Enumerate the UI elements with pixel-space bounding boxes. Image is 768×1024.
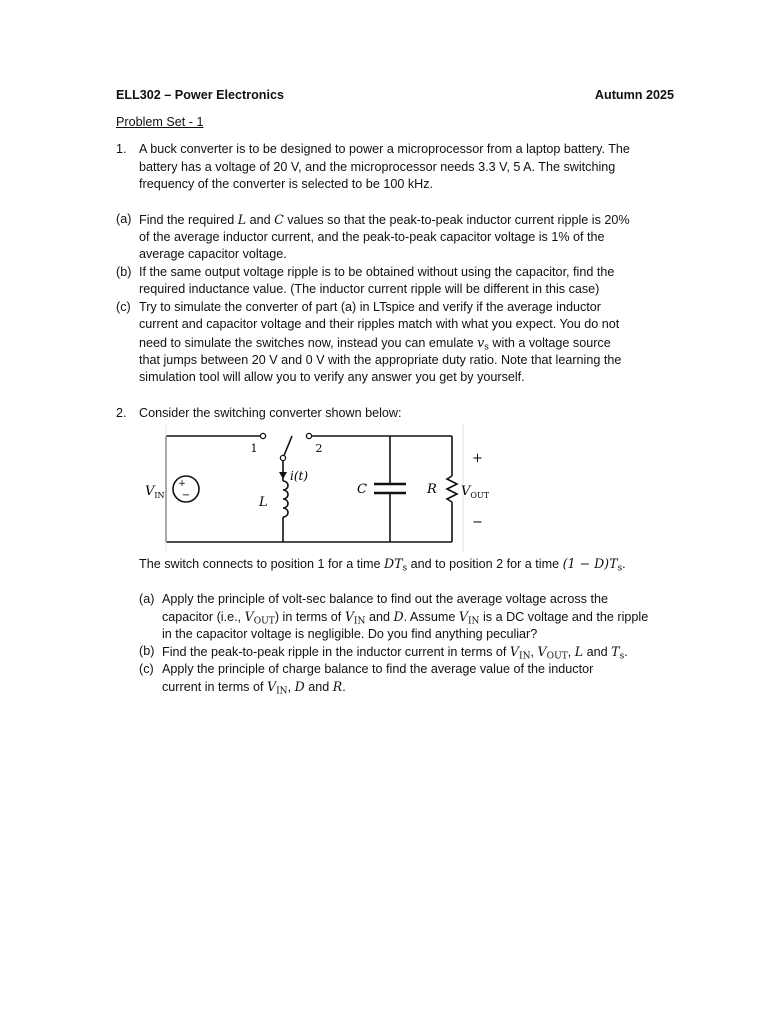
q2-switch-end: . [622,557,626,571]
q1c-l3-pre: need to simulate the switches now, instead you can emulate [139,336,474,350]
q2c-l2-D: D [294,679,305,694]
q2c-l2-pre: current in terms of [162,680,264,694]
q2-switch-line [139,555,626,578]
term: Autumn 2025 [594,88,674,102]
course-title: ELL302 – Power Electronics [116,88,284,102]
label-current: i(t) [290,469,309,483]
q2a-label: (a) [139,592,155,606]
q2-switch-expr: $(1 - D)T_s$ [562,556,623,574]
q1b-line-1: If the same output voltage ripple is to be obtained without using the capacitor, find the [139,265,615,279]
q1c-line-5: simulation tool will allow you to verify any answer you get by yourself. [139,370,525,384]
q2c-l2-vin: $V_{IN}$ [266,679,288,697]
label-minus: − [472,515,483,530]
q1a-line-2: of the average inductor current, and the peak-to-peak capacitor voltage is 1% of the [139,230,605,244]
switch-pivot [280,455,285,460]
q1c-l3-post: with a voltage source [492,336,611,350]
source-minus: − [181,490,191,501]
q2-switch-DT: $DT_s$ [384,556,408,574]
q1b-line-2: required inductance value. (The inductor current ripple will be different in this case) [139,282,600,296]
q1a-l1-post: values so that the peak-to-peak inductor current ripple is 20% [287,213,630,227]
q1-line-1: A buck converter is to be designed to power a microprocessor from a laptop battery. The [139,142,630,156]
q2a-l2-pre: capacitor (i.e., [162,610,242,624]
q2a-l2-vin: $V_{IN}$ [344,609,366,627]
label-plus: + [472,451,483,466]
q2c-label: (c) [139,662,154,676]
q2b-L: L [574,644,584,659]
q1c-line-2: current and capacitor voltage and their ripples match with what you expect. You do not [139,317,620,331]
q2a-line-3: in the capacitor voltage is negligible. Do you find anything peculiar? [162,627,538,641]
q2a-l2-vout: $V_{OUT}$ [244,609,275,627]
current-arrow-icon [279,472,287,479]
q1a-l1-pre: Find the required [139,213,235,227]
inductor-icon [283,481,288,517]
q2a-l2-post1: . Assume [403,610,456,624]
q2b-vin: $V_{IN}$ [509,644,531,662]
q2c-l2-comma: , [287,680,292,694]
q1a-line-3: average capacitor voltage. [139,247,287,261]
resistor-icon [447,476,457,502]
switch-blade [283,436,292,458]
q2b-label: (b) [139,644,155,658]
q1-line-2: battery has a voltage of 20 V, and the microprocessor needs 3.3 V, 5 A. The switching [139,160,616,174]
label-L: L [259,495,268,510]
q2b-Ts: $T_s$ [611,644,625,662]
q2-number: 2. [116,406,127,420]
circuit-diagram [138,424,498,552]
q1-number: 1. [116,142,127,156]
label-R: R [427,482,437,497]
q2c-l2-and: and [308,680,330,694]
q2-switch-mid: and to position 2 for a time [410,557,560,571]
q2a-l2-vin2: $V_{IN}$ [458,609,480,627]
q2b-and: and [586,645,608,659]
q1c-line-1: Try to simulate the converter of part (a) in LTspice and verify if the average inductor [139,300,601,314]
q1a-line-1 [139,211,630,230]
q1a-l1-L: L [237,212,247,227]
q2b-end: . [624,645,628,659]
switch-contact-1 [260,433,265,438]
q2a-line-1: Apply the principle of volt-sec balance to find out the average voltage across the [162,592,608,606]
q1c-label: (c) [116,300,131,314]
label-pos2: 2 [315,442,323,455]
q1c-l3-v: $v_s$ [477,335,489,353]
q2c-l2-R: R [332,679,343,694]
q1b-label: (b) [116,265,132,279]
q2c-line-1: Apply the principle of charge balance to find the average value of the inductor [162,662,594,676]
q2c-l2-end: . [342,680,346,694]
q2-switch-pre: The switch connects to position 1 for a time [139,557,381,571]
q2a-l2-post2: is a DC voltage and the ripple [482,610,649,624]
q2b-comma-2: , [567,645,572,659]
q2a-l2-and: and [368,610,390,624]
label-C: C [357,482,367,497]
q2a-l2-D: D [393,609,404,624]
q1a-l1-and: and [249,213,271,227]
q1-line-3: frequency of the converter is selected to be 100 kHz. [139,177,434,191]
label-pos1: 1 [250,442,258,455]
label-vout: $V_{OUT}$ [461,484,490,500]
q1a-label: (a) [116,212,132,226]
q2c-line-2 [162,678,346,701]
q2b-comma-1: , [530,645,535,659]
problem-set-title: Problem Set - 1 [116,115,204,129]
switch-contact-2 [306,433,311,438]
q2a-l2-mid: ) in terms of [274,610,342,624]
q1a-l1-C: C [274,212,284,227]
q2-intro: Consider the switching converter shown below: [139,406,402,420]
q2b-vout: $V_{OUT}$ [537,644,568,662]
source-plus: + [178,479,186,489]
label-vin: $V_{IN}$ [145,484,165,500]
q1c-line-4: that jumps between 20 V and 0 V with the appropriate duty ratio. Note that learning the [139,353,622,367]
q2b-pre: Find the peak-to-peak ripple in the inductor current in terms of [162,645,507,659]
